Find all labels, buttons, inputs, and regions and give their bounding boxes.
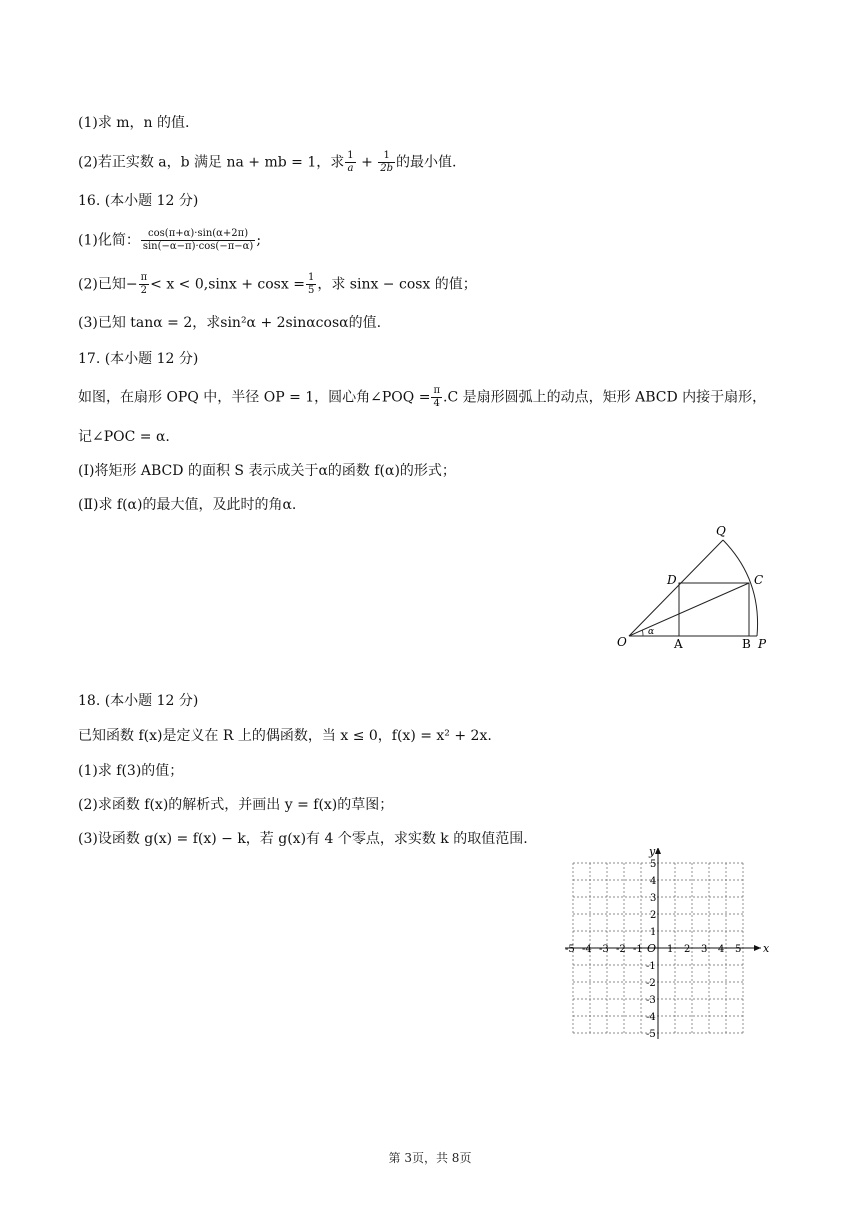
- question-16-header: 16. (本小题 12 分): [78, 193, 199, 209]
- y-tick-label: 4: [650, 876, 657, 887]
- q17-part2: (Ⅱ)求 f(α)的最大值，及此时的角α.: [78, 497, 297, 513]
- label-p: P: [758, 637, 767, 651]
- line-oc: [629, 583, 749, 636]
- coordinate-grid-figure: [560, 848, 770, 1048]
- y-tick-label: 5: [650, 859, 657, 870]
- label-c: C: [754, 573, 764, 587]
- simplify-fraction: $\frac{\cos(\pi+\alpha)\cdot\sin(\alpha+2\pi)}{\sin(-\alpha-\pi)\cdot\cos(-\pi-\alpha)}$: [142, 228, 254, 252]
- q16-part2: (2)已知− $\frac{\pi}{2}$ < x < 0,sinx + cosx = $\frac{1}{5}$ ，求 sinx − cosx 的值；: [78, 272, 477, 296]
- fraction-pi-over-2: $\frac{\pi}{2}$: [140, 272, 148, 296]
- q18-stem: 已知函数 f(x)是定义在 R 上的偶函数，当 x ≤ 0，f(x) = x² + 2x.: [78, 728, 492, 744]
- y-tick-label: 2: [650, 910, 657, 921]
- question-17-header: 17. (本小题 12 分): [78, 351, 199, 367]
- q17-part1: (Ⅰ)将矩形 ABCD 的面积 S 表示成关于α的函数 f(α)的形式；: [78, 463, 456, 479]
- q17-stem-line1: 如图，在扇形 OPQ 中，半径 OP = 1，圆心角∠POQ = $\frac{\pi}{4}$ .C 是扇形圆弧上的动点，矩形 ABCD 内接于扇形，: [78, 385, 767, 409]
- fraction-pi-over-4: $\frac{\pi}{4}$: [433, 385, 441, 409]
- y-axis-label: y: [649, 848, 656, 858]
- label-alpha: α: [648, 627, 655, 637]
- y-tick-label: -5: [646, 1029, 656, 1040]
- fraction-1-over-2b: $\frac{1}{2b}$: [380, 150, 394, 174]
- x-tick-label: 5: [735, 944, 742, 955]
- label-b: B: [742, 637, 751, 651]
- x-tick-label: -5: [565, 944, 575, 955]
- y-tick-label: 3: [650, 893, 657, 904]
- page-footer: 第 3页，共 8页: [388, 1151, 472, 1165]
- label-q: Q: [716, 524, 726, 538]
- q15-part2: (2)若正实数 a，b 满足 na + mb = 1，求 $\frac{1}{a}$ + $\frac{1}{2b}$ 的最小值.: [78, 150, 457, 174]
- x-tick-label: -3: [599, 944, 609, 955]
- q18-part3: (3)设函数 g(x) = f(x) − k，若 g(x)有 4 个零点，求实数 k 的取值范围.: [78, 831, 528, 847]
- q15-part1: (1)求 m，n 的值.: [78, 115, 190, 131]
- q18-part1: (1)求 f(3)的值；: [78, 763, 184, 779]
- label-a: A: [674, 637, 683, 651]
- origin-label: O: [647, 942, 657, 955]
- x-tick-label: 2: [684, 944, 691, 955]
- y-tick-label: -2: [646, 978, 656, 989]
- label-d: D: [667, 573, 677, 587]
- y-axis-arrow: [655, 848, 661, 854]
- question-18-header: 18. (本小题 12 分): [78, 693, 199, 709]
- q18-part2: (2)求函数 f(x)的解析式，并画出 y = f(x)的草图；: [78, 797, 394, 813]
- x-tick-label: 4: [718, 944, 725, 955]
- y-tick-label: 1: [650, 927, 657, 938]
- sector-figure: [612, 520, 777, 655]
- y-tick-label: -4: [646, 1012, 656, 1023]
- y-tick-label: -1: [646, 961, 656, 972]
- fraction-1-over-a: $\frac{1}{a}$: [347, 150, 354, 174]
- line-oq: [629, 540, 723, 636]
- y-tick-label: -3: [646, 995, 656, 1006]
- x-tick-label: -1: [633, 944, 643, 955]
- q16-part3: (3)已知 tanα = 2，求sin²α + 2sinαcosα的值.: [78, 315, 382, 331]
- x-axis-label: x: [763, 942, 770, 955]
- x-tick-label: 3: [701, 944, 708, 955]
- angle-alpha-arc: [642, 630, 643, 636]
- x-axis-arrow: [754, 945, 761, 951]
- q17-stem-line2: 记∠POC = α.: [78, 429, 170, 445]
- x-tick-label: 1: [667, 944, 674, 955]
- q16-part1: (1)化简： $\frac{\cos(\pi+\alpha)\cdot\sin(\alpha+2\pi)}{\sin(-\alpha-\pi)\cdot\cos(-\pi-\alpha)}$ ;: [78, 228, 262, 252]
- fraction-1-over-5: $\frac{1}{5}$: [307, 272, 315, 296]
- x-tick-label: -2: [616, 944, 626, 955]
- arc-qp: [723, 540, 758, 636]
- label-o: O: [617, 635, 627, 649]
- x-tick-label: -4: [582, 944, 592, 955]
